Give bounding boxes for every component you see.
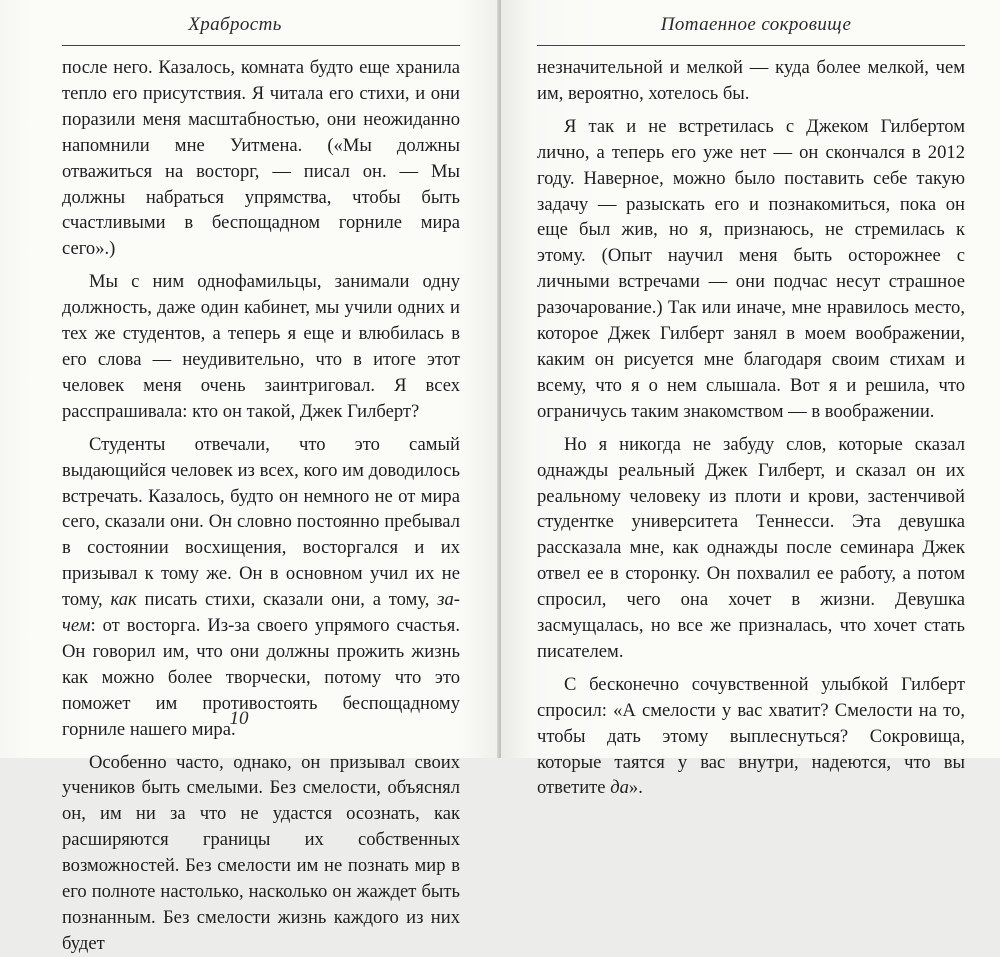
left-page (0, 0, 499, 954)
right-body-text (537, 55, 965, 801)
left-paragraph-3-part-b: писать стихи, сказали они, а тому, (136, 589, 438, 611)
left-paragraph-3-emphasis-zachem: зачем (62, 589, 460, 637)
left-header-rule (62, 45, 460, 46)
right-paragraph-1: незначительной и мелкой — куда более мелкой, чем им, вероятно, хотелось бы. (537, 57, 965, 104)
left-paragraph-2: Мы с ним однофамильцы, занимали одну должность, даже один кабинет, мы учили одних и тех же студентов, а теперь я еще и влюбилась в его слова — неудивительно, что в итоге этот человек меня очень заинтриговал. Я всех расспрашивала: кто он такой, Джек Гилберт? (62, 271, 460, 422)
right-paragraph-4 (537, 672, 965, 802)
right-paragraph-3: Но я никогда не забуду слов, которые сказал однажды реальный Джек Гилберт, и сказал он их реальному человеку из плоти и крови, застенчивой студентке университета Теннесси. Эта девушка рассказала мне, как однажды после семинара Джек отвел ее в сторонку. Он похвалил ее работу, а потом спросил, чего она хочет в жизни. Девушка засмущалась, но все же призналась, что хочет стать писателем. (537, 433, 965, 662)
right-page (501, 0, 1000, 799)
left-body-text (62, 55, 460, 957)
left-paragraph-1: после него. Казалось, комната будто еще хранила тепло его присутствия. Я читала его стихи, и они поразили меня масштабностью, они неожиданно напомнили мне Уитмена. («Мы должны отважиться на восторг, — писал он. — Мы должны набраться упрямства, чтобы быть счастливыми в беспощадном горниле мира сего».) (62, 57, 460, 260)
left-paragraph-3-emphasis-kak: как (110, 589, 137, 611)
right-running-head: Потаенное сокровище (660, 14, 852, 35)
left-paragraph-3-part-a: Студенты отвечали, что это самый выдающийся человек из всех, кого им доводилось встречать. Казалось, будто он немного не от мира сего, сказали они. Он словно постоянно пребывал в состоянии восхищения, восторгался и их призывал к тому же. Он в основном учил их не тому, (62, 433, 460, 611)
left-running-head: Храбрость (188, 14, 282, 35)
right-paragraph-2: Я так и не встретилась с Джеком Гилбертом лично, а теперь его уже нет — он скончался в 2012 году. Наверное, можно было поставить себе такую задачу — разыскать его и познакомиться, пока он еще был жив, но я, признаюсь, не стремилась к этому. (Опыт научил меня быть осторожнее с личными встречами — они подчас несут страшное разочарование.) Так или иначе, мне нравилось место, которое Джек Гилберт занял в моем воображении, каким он рисуется мне благодаря своим стихам и всему, что я о нем слышала. Вот я и решила, что ограничусь таким знакомством — в воображении. (537, 115, 965, 422)
left-paragraph-4: Особенно часто, однако, он призывал своих учеников быть смелыми. Без смелости, объяснял он, им ни за что не удастся осознать, как расширяются границы их собственных возможностей. Без смелости им не познать мир в его полноте настолько, насколько он жаждет быть познанным. Без смелости жизнь каждого из них будет (62, 751, 460, 954)
right-paragraph-4-part-b: ». (628, 777, 643, 799)
left-paragraph-3-part-c: : от восторга. Из-за своего упрямого счастья. Он говорил им, что они должны прожить жизнь как можно более творчески, потому что это поможет им противостоять беспощадному горниле нашего мира. (62, 615, 460, 740)
right-paragraph-4-emphasis-da: да (610, 777, 629, 799)
left-paragraph-3 (62, 432, 460, 743)
right-paragraph-4-part-a: С бесконечно сочувственной улыбкой Гилберт спросил: «А смелости у вас хватит? Смелости на то, чтобы дать этому выплеснуться? Сокровища, которые таятся у вас внутри, надеются, что вы ответите (537, 673, 965, 799)
right-header-rule (537, 45, 965, 46)
page-number: 10 (229, 708, 249, 729)
